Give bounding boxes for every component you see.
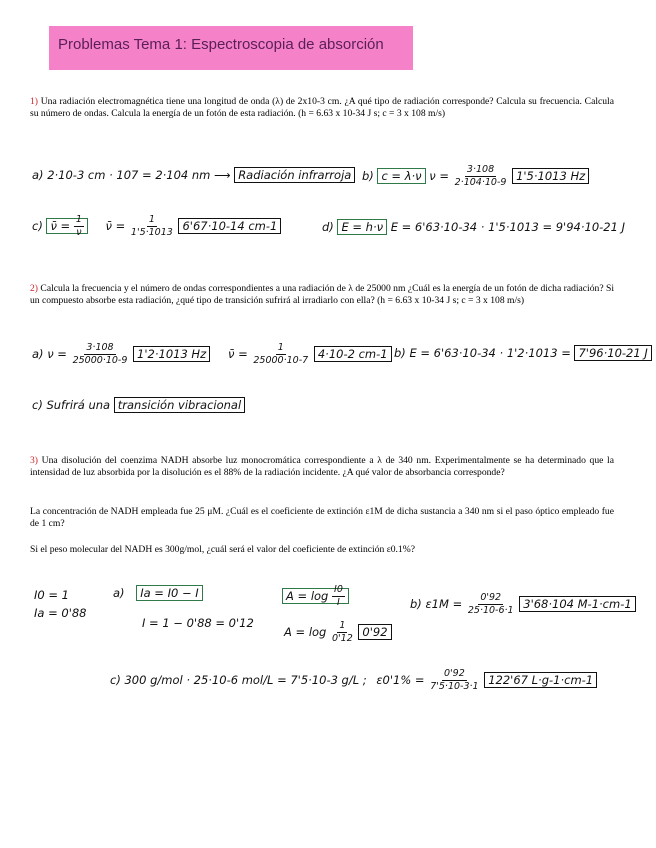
problem-2-text: Calcula la frecuencia y el número de ondas correspondientes a una radiación de λ de 25000 nm ¿Cuál es la energía de un fotón de dicha radiación? Si un compuesto absorbe esta radiación, ¿qué tipo de transición sufrirá al irradiarlo con ella? (h = 6.63 x 10-34 J s; c = 3 x 108 m/s) [30, 283, 614, 306]
p3-b-num: 0'92 [480, 592, 502, 603]
p1-b-den: 2·104·10-9 [454, 177, 507, 188]
p2-a-num: 3·108 [86, 342, 114, 353]
p1-c-fraction [129, 214, 175, 239]
p2-a-den: 25000·10-9 [72, 355, 128, 366]
problem-1-text: Una radiación electromagnética tiene una longitud de onda (λ) de 2x10-3 cm. ¿A qué tipo de radiación corresponde? Calcula su frecuencia. Calcula su número de ondas. Calcula la energía de un fotón de esta radiación. (h = 6.63 x 10-34 J s; c = 3 x 108 m/s) [30, 96, 614, 119]
p1-d-formula-box: E = h·ν [337, 219, 387, 235]
p2-b-expr: E = 6'63·10-34 · 1'2·1013 = [409, 346, 571, 360]
p1-answer-c [32, 214, 281, 239]
problem-1-number: 1) [30, 96, 38, 107]
p3-absorbance-calc [284, 620, 392, 645]
p2-a-fraction [71, 342, 130, 367]
p2-c-label: c) [32, 398, 43, 412]
p2-answer-b [394, 346, 652, 360]
p3-c-fraction [428, 668, 480, 693]
p3-A-result-box: 0'92 [358, 624, 391, 640]
p2-nu-fraction [251, 342, 310, 367]
p1-c-result-box: 6'67·10-14 cm-1 [178, 218, 281, 234]
p2-answer-nu [228, 342, 392, 367]
problem-3-text-3: Si el peso molecular del NADH es 300g/mol, ¿cuál será el valor del coeficiente de extinción ε0.1%? [30, 544, 415, 555]
p3-a-formula-box: Ia = I0 − I [136, 585, 202, 601]
p1-b-result-box: 1'5·1013 Hz [512, 168, 589, 184]
p1-b-label: b) [362, 169, 374, 183]
p1-answer-d [322, 220, 625, 234]
p3-b-label: b) [410, 597, 422, 611]
p2-nu-result-box: 4·10-2 cm-1 [314, 346, 392, 362]
p3-given-1: I0 = 1 [34, 588, 69, 602]
p2-answer-c [32, 398, 245, 412]
p3-given-2: Ia = 0'88 [34, 606, 87, 620]
p1-c-label: c) [32, 219, 43, 233]
p3-c-expr: 300 g/mol · 25·10-6 mol/L = 7'5·10-3 g/L ; [124, 673, 367, 687]
p3-c-result-box: 122'67 L·g-1·cm-1 [484, 672, 597, 688]
p1-c-formula-box [46, 214, 87, 238]
p1-a-expr: 2·10-3 cm · 107 = 2·104 nm ⟶ [47, 168, 231, 182]
p3-b-fraction [466, 592, 516, 617]
problem-2-statement [30, 283, 614, 307]
p1-b-lhs: ν = [429, 169, 449, 183]
p3-A-formula-box [282, 584, 349, 608]
p3-c-den: 7'5·10-3·1 [430, 681, 479, 692]
problem-3-statement [30, 455, 614, 479]
p3-answer-c [110, 668, 597, 693]
p1-b-fraction [453, 164, 509, 189]
p3-A-num: 1 [339, 620, 346, 631]
p1-c-lhs: ν̄ = [105, 219, 126, 233]
p3-absorbance-formula [282, 584, 349, 609]
problem-1-statement [30, 96, 614, 120]
p1-answer-b [362, 164, 589, 189]
p2-a-result-box: 1'2·1013 Hz [133, 346, 210, 362]
p2-c-result-box: transición vibracional [114, 397, 245, 413]
p3-a-line2: I = 1 − 0'88 = 0'12 [142, 616, 254, 630]
problem-3-text-2: La concentración de NADH empleada fue 25 μM. ¿Cuál es el coeficiente de extinción ε1M de dicha sustancia a 340 nm si el paso óptico empleado fue de 1 cm? [30, 506, 614, 529]
p1-c-box-lhs: ν̄ = [50, 219, 71, 233]
p3-A-box-num: I0 [334, 584, 343, 595]
p3-b-den: 25·10-6·1 [467, 605, 514, 616]
p2-nu-den: 25000·10-7 [253, 355, 309, 366]
p1-a-label: a) [32, 168, 44, 182]
p3-b-lhs: ε1M = [425, 597, 463, 611]
p3-A-box-den: I [337, 597, 340, 608]
p3-answer-b [410, 592, 636, 617]
p3-answer-a [113, 586, 203, 600]
p3-b-result-box: 3'68·104 M-1·cm-1 [519, 596, 635, 612]
problem-2-number: 2) [30, 283, 38, 294]
page-title: Problemas Tema 1: Espectroscopia de absorción [58, 36, 384, 53]
p1-d-label: d) [322, 220, 334, 234]
p3-A-box-lhs: A = log [286, 589, 329, 603]
p3-c-label: c) [110, 673, 121, 687]
p1-d-expr: E = 6'63·10-34 · 1'5·1013 = 9'94·10-21 J [390, 220, 625, 234]
p3-A-lhs: A = log [284, 625, 327, 639]
p2-b-result-box: 7'96·10-21 J [574, 345, 651, 361]
p1-answer-a [32, 168, 355, 182]
p1-c-den: 1'5·1013 [130, 227, 173, 238]
p1-c-num: 1 [148, 214, 155, 225]
p2-nu-num: 1 [277, 342, 284, 353]
problem-3-text-1: Una disolución del coenzima NADH absorbe luz monocromática correspondiente a λ de 340 nm. Experimentalmente se ha determinado que la intensidad de luz absorbida por la disolución es el 88% de la radiación incidente. ¿A qué valor de absorbancia corresponde? [30, 455, 614, 478]
p1-b-num: 3·108 [466, 164, 495, 175]
p2-a-label: a) [32, 347, 44, 361]
p2-a-lhs: ν = [47, 347, 67, 361]
p2-b-label: b) [394, 346, 406, 360]
p1-c-box-den: ν [76, 227, 82, 238]
p3-A-den: 0'12 [332, 633, 353, 644]
p2-answer-a [32, 342, 210, 367]
p2-nu-lhs: ν̄ = [228, 347, 248, 361]
p3-A-fraction [330, 620, 355, 645]
p3-c-lhs: ε0'1% = [376, 673, 425, 687]
p1-b-formula-box: c = λ·ν [377, 168, 425, 184]
problem-3-number: 3) [30, 455, 38, 466]
p3-c-num: 0'92 [444, 668, 465, 679]
p1-c-box-num: 1 [75, 214, 82, 225]
p2-c-text: Sufrirá una [46, 398, 111, 412]
p1-a-result-box: Radiación infrarroja [234, 167, 355, 183]
p3-a-label: a) [113, 586, 125, 600]
